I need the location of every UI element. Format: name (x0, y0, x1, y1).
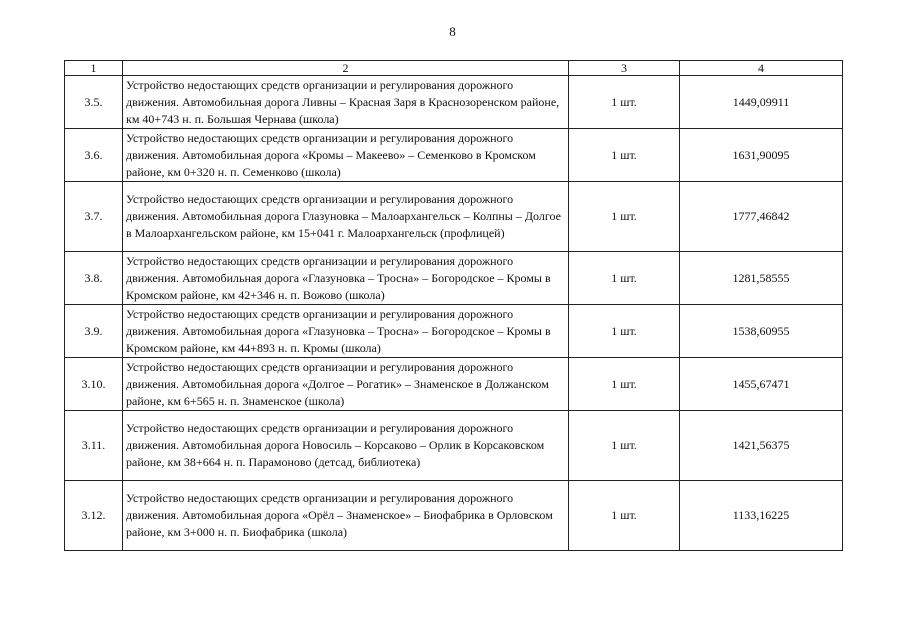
row-description: Устройство недостающих средств организации и регулирования дорожного движения. Автомобильная дорога Ливны – Красная Заря в Краснозоренском районе, км 40+743 н. п. Большая Чернава (школа) (123, 76, 569, 129)
column-header-1: 1 (65, 61, 123, 76)
row-number: 3.5. (65, 76, 123, 129)
row-number: 3.7. (65, 182, 123, 252)
table-row (65, 182, 843, 252)
work-items-table (64, 60, 843, 551)
row-quantity: 1 шт. (569, 76, 680, 129)
table-header-row (65, 61, 843, 76)
row-description: Устройство недостающих средств организации и регулирования дорожного движения. Автомобильная дорога «Кромы – Макеево» – Семенково в Кромском районе, км 0+320 н. п. Семенково (школа) (123, 129, 569, 182)
row-description: Устройство недостающих средств организации и регулирования дорожного движения. Автомобильная дорога «Долгое – Рогатик» – Знаменское в Должанском районе, км 6+565 н. п. Знаменское (школа) (123, 358, 569, 411)
column-header-3: 3 (569, 61, 680, 76)
row-amount: 1538,60955 (680, 305, 843, 358)
row-number: 3.11. (65, 411, 123, 481)
table-row (65, 305, 843, 358)
row-quantity: 1 шт. (569, 305, 680, 358)
row-description: Устройство недостающих средств организации и регулирования дорожного движения. Автомобильная дорога Глазуновка – Малоархангельск – Колпны – Долгое в Малоархангельском районе, км 15+041 г. Малоархангельск (профлицей) (123, 182, 569, 252)
row-amount: 1777,46842 (680, 182, 843, 252)
row-number: 3.10. (65, 358, 123, 411)
row-quantity: 1 шт. (569, 358, 680, 411)
table-row (65, 481, 843, 551)
row-description: Устройство недостающих средств организации и регулирования дорожного движения. Автомобильная дорога «Глазуновка – Тросна» – Богородское – Кромы в Кромском районе, км 44+893 н. п. Кромы (школа) (123, 305, 569, 358)
row-quantity: 1 шт. (569, 252, 680, 305)
row-number: 3.9. (65, 305, 123, 358)
table-row (65, 76, 843, 129)
table-row (65, 129, 843, 182)
page-number: 8 (449, 24, 456, 39)
row-amount: 1631,90095 (680, 129, 843, 182)
row-quantity: 1 шт. (569, 182, 680, 252)
table-row (65, 411, 843, 481)
row-description: Устройство недостающих средств организации и регулирования дорожного движения. Автомобильная дорога «Глазуновка – Тросна» – Богородское – Кромы в Кромском районе, км 42+346 н. п. Вожово (школа) (123, 252, 569, 305)
row-amount: 1449,09911 (680, 76, 843, 129)
row-amount: 1133,16225 (680, 481, 843, 551)
row-quantity: 1 шт. (569, 129, 680, 182)
row-amount: 1421,56375 (680, 411, 843, 481)
row-amount: 1281,58555 (680, 252, 843, 305)
row-description: Устройство недостающих средств организации и регулирования дорожного движения. Автомобильная дорога Новосиль – Корсаково – Орлик в Корсаковском районе, км 38+664 н. п. Парамоново (детсад, библиотека) (123, 411, 569, 481)
row-number: 3.12. (65, 481, 123, 551)
row-quantity: 1 шт. (569, 411, 680, 481)
column-header-4: 4 (680, 61, 843, 76)
column-header-2: 2 (123, 61, 569, 76)
table-row (65, 252, 843, 305)
row-number: 3.6. (65, 129, 123, 182)
row-number: 3.8. (65, 252, 123, 305)
row-description: Устройство недостающих средств организации и регулирования дорожного движения. Автомобильная дорога «Орёл – Знаменское» – Биофабрика в Орловском районе, км 3+000 н. п. Биофабрика (школа) (123, 481, 569, 551)
row-quantity: 1 шт. (569, 481, 680, 551)
row-amount: 1455,67471 (680, 358, 843, 411)
table-row (65, 358, 843, 411)
